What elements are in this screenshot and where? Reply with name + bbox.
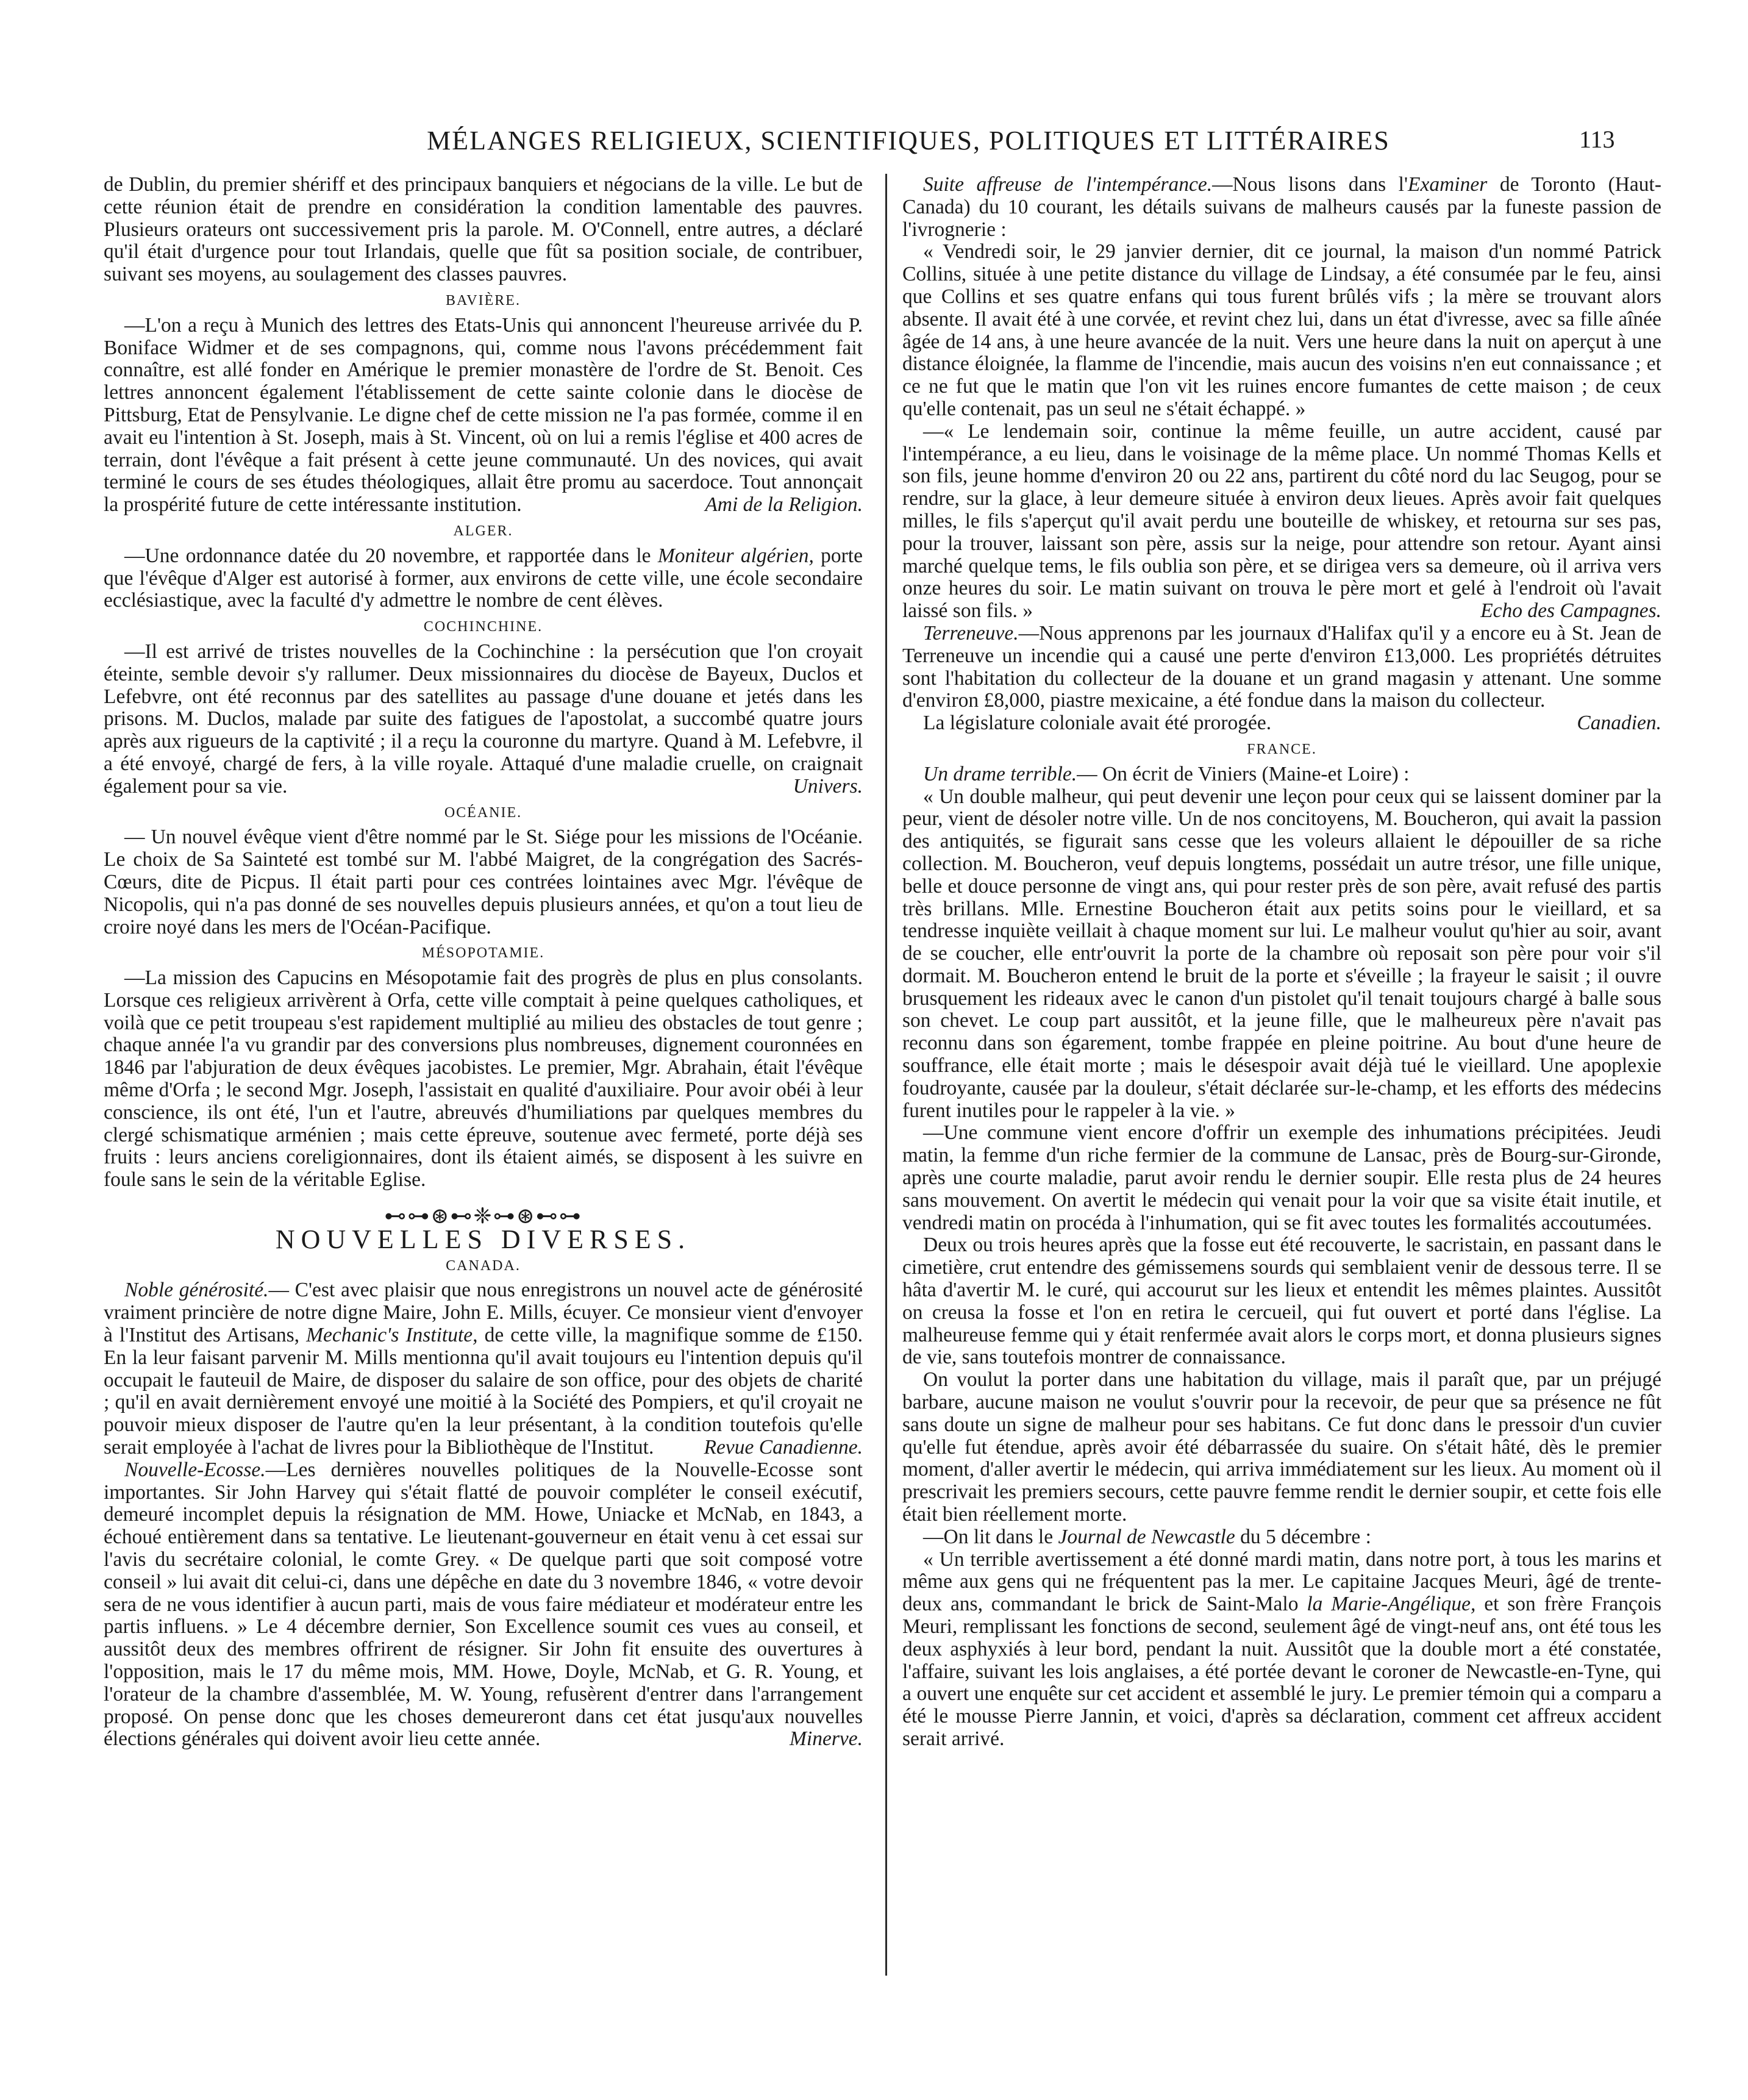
article-intemperance-text-end: de Toronto (Haut-Canada) du 10 courant, les détails suivans de malheurs causés par la funeste passion de l'ivrognerie : xyxy=(902,173,1662,241)
article-newcastle xyxy=(902,1526,1661,1549)
heading-alger: ALGER. xyxy=(453,523,513,539)
quote-meuri xyxy=(902,1549,1661,1751)
article-alger-text-end: porte que l'évêque d'Alger est autorisé à former, aux environs de cette ville, une école secondaire ecclésiastique, avec la faculté d'y admettre le nombre de cent élèves. xyxy=(104,544,863,612)
heading-baviere: BAVIÈRE. xyxy=(446,292,521,309)
source-minerve: Minerve. xyxy=(790,1727,863,1751)
article-canada-title: Noble générosité. xyxy=(124,1279,269,1302)
article-legislature-text: La législature coloniale avait été prorogée. xyxy=(923,712,1272,735)
ornament-divider: ⊷⊶⊛⊷❈⊶⊛⊷⊶ xyxy=(384,1204,582,1229)
article-drame-title: Un drame terrible. xyxy=(923,762,1077,785)
journal-newcastle-title: Journal de Newcastle xyxy=(1058,1525,1235,1548)
section-title-nouvelles: NOUVELLES DIVERSES. xyxy=(275,1224,691,1254)
running-title: MÉLANGES RELIGIEUX, SCIENTIFIQUES, POLITIQUES ET LITTÉRAIRES xyxy=(427,126,1390,155)
article-canada-text-end: de cette ville, la magnifique somme de £150. En la leur faisant parvenir M. Mills mentionna qu'il avait toujours eu l'intention depuis qu'il occupait le fauteuil de Maire, de disposer du salaire de son office, pour des objets de charité ; qu'il en avait dernièrement envoyé une moitié à la Société des Pompiers, et qu'il croyait ne pouvoir mieux disposer de l'autre qu'en la leur présentant, à la condition toutefois qu'elle serait employée à l'achat de livres pour la Bibliothèque de l'Institut. xyxy=(104,1324,863,1459)
quote-collins: « Vendredi soir, le 29 janvier dernier, dit ce journal, la maison d'un nommé Patrick Collins, située à une petite distance du village de Lindsay, a été consumée par le feu, ainsi que Collins et ses quatre enfans qui tous furent brûlés vifs ; la mère se trouvant alors absente. Il avait été à une corvée, et revint chez lui, dans un état d'ivresse, avec sa fille aînée âgée de 14 ans, à une heure avancée de la nuit. Vers une heure dans la nuit on aperçut à une distance éloignée, la flamme de l'incendie, mais aucun des voisins n'en eut connaissance ; et ce ne fut que le matin que l'on vit les ruines encore fumantes de cette maison ; de ceux qu'elle contenait, pas un seul ne s'était échappé. » xyxy=(902,240,1661,420)
heading-france: FRANCE. xyxy=(1247,741,1317,757)
article-legislature xyxy=(902,712,1661,735)
quote-meuri-text: « Un terrible avertissement a été donné mardi matin, dans notre port, à tous les marins et même aux gens qui ne fréquentent pas la mer. Le capitaine Jacques Meuri, âgé de trente-deux ans, commandant le brick de Saint-Malo xyxy=(902,1548,1661,1616)
quote-boucheron: « Un double malheur, qui peut devenir une leçon pour ceux qui se laissent dominer par la peur, vient de désoler notre ville. Un de nos concitoyens, M. Boucheron, qui avait la passion des antiquités, se figurait sans cesse que les voleurs allaient le dépouiller de sa riche collection. M. Boucheron, veuf depuis longtems, possédait un autre trésor, une fille unique, belle et douce personne de vingt ans, qui pour rester près de son père, avait refusé des partis très brillans. Mlle. Ernestine Boucheron était aux petits soins pour le vieillard, et sa tendresse inquiète veillait à chaque moment sur lui. Le malheur voulut qu'hier au soir, avant de se coucher, elle entr'ouvrit la porte de la chambre où reposait son père pour voir s'il dormait. M. Boucheron entend le bruit de la porte et s'éveille ; la frayeur le saisit ; il ouvre brusquement les rideaux avec le canon d'un pistolet qu'il tenait toujours chargé à balle sous son chevet. Le coup part aussitôt, et la jeune fille, que le malheureux père n'avait pas reconnu dans son égarement, tombe frappée en pleine poitrine. Au bout d'une heure de souffrance, elle était morte ; mais le désespoir avait déjà tué le vieillard. Une apoplexie foudroyante, causée par la douleur, s'était déclarée sur-le-champ, et les efforts des médecins furent inutiles pour le rappeler à la vie. » xyxy=(902,785,1661,1122)
article-intemperance-title: Suite affreuse de l'intempérance. xyxy=(923,173,1213,196)
article-nouvelle-ecosse xyxy=(104,1459,863,1751)
heading-mesopotamie: MÉSOPOTAMIE. xyxy=(421,945,545,962)
article-ecosse-text: —Les dernières nouvelles politiques de la Nouvelle-Ecosse sont importantes. Sir John Harvey qui s'était flatté de pouvoir compléter le conseil exécutif, demeuré incomplet depuis la résignation de MM. Howe, Uniacke et McNab, en 1843, a échoué entièrement dans sa tentative. Le lieutenant-gouverneur en était venu à cet essai sur l'avis du secrétaire colonial, le comte Grey. « De quelque parti que soit composé votre conseil » lui avait dit celui-ci, dans une dépêche en date du 3 novembre 1846, « votre devoir sera de ne vous identifier à aucun parti, mais de vous faire médiateur et modérateur entre les partis influens. » Le 4 décembre dernier, Son Excellence soumit ces vues au conseil, et aussitôt deux des membres offrirent de résigner. Sir John fit ensuite des ouvertures à l'opposition, mais le 17 du même mois, MM. Howe, Doyle, McNab, et G. R. Young, et l'orateur de la chambre d'assemblée, M. W. Young, refusèrent d'entrer dans l'arrangement proposé. On pense donc que les choses demeureront dans cet état jusqu'aux nouvelles élections générales qui doivent avoir lieu cette année. xyxy=(104,1458,863,1751)
source-univers: Univers. xyxy=(793,774,863,798)
article-baviere-text: —L'on a reçu à Munich des lettres des Etats-Unis qui annoncent l'heureuse arrivée du P. Boniface Widmer et de ses compagnons, qui, comme nous l'avons précédemment fait connaître, est allé fonder en Amérique le premier monastère de l'ordre de St. Benoit. Ces lettres annoncent également l'établissement de cette sainte colonie dans le diocèse de Pittsburg, Etat de Pensylvanie. Le digne chef de cette mission ne l'a pas formée, comme il en avait eu l'intention à St. Joseph, mais à St. Vincent, où on lui a remis l'église et 400 acres de terrain, dont l'évêque a fait présent à cette jeune communauté. Un des novices, qui avait terminé le cours de ses études théologiques, allait être promu au sacerdoce. Tout annonçait la prospérité future de cette intéressante institution. xyxy=(104,313,863,516)
heading-cochinchine: COCHINCHINE. xyxy=(423,619,543,635)
mechanics-institute: Mechanic's Institute, xyxy=(306,1324,478,1347)
article-cochinchine-text: —Il est arrivé de tristes nouvelles de la Cochinchine : la persécution que l'on croyait éteinte, semble devoir s'y rallumer. Deux missionnaires du diocèse de Bayeux, Duclos et Lefebvre, ont été reconnus par des satellites au passage d'une douane et jetés dans les prisons. M. Duclos, malade par suite des fatigues de l'apostolat, a succombé quatre jours après aux rigueurs de la captivité ; il a reçu la couronne du martyre. Quand à M. Lefebvre, il a été envoyé, chargé de fers, à la ville royale. Attaqué d'une maladie cruelle, on craignait également pour sa vie. xyxy=(104,640,863,798)
quote-meuri-text-end: et son frère François Meuri, remplissant les fonctions de second, seulement âgé de vingt-neuf ans, ont été tous les deux asphyxiés à leur bord, pendant la nuit. Aussitôt que la double mort a été constatée, l'affaire, suivant les lois anglaises, a été portée devant le coroner de Newcastle-en-Tyne, qui a ouvert une enquête sur cet accident et assemblé le jury. Le premier témoin qui a comparu a été le mousse Pierre Jannin, et voici, d'après sa déclaration, comment cet affreux accident serait arrivé. xyxy=(902,1593,1662,1750)
article-canada xyxy=(104,1279,863,1459)
article-pressoir: On voulut la porter dans une habitation du village, mais il paraît que, par un préjugé barbare, aucune maison ne voulut s'ouvrir pour la recevoir, de peur que sa présence ne fût sans doute un signe de malheur pour ses habitans. Ce fut donc dans le pressoir d'un cuvier qu'elle fut étendue, après avoir été débarrassée du suaire. On s'était hâté, dès le premier moment, d'aller avertir le médecin, qui arriva immédiatement sur les lieux. Au moment où il prescrivait les premiers secours, cette pauvre femme rendit le dernier soupir, et cette fois elle était bien réellement morte. xyxy=(902,1368,1661,1526)
article-newcastle-text-end: du 5 décembre : xyxy=(1235,1525,1371,1548)
article-mesopotamie: —La mission des Capucins en Mésopotamie fait des progrès de plus en plus consolants. Lorsque ces religieux arrivèrent à Orfa, cette ville comptait à peine quelques catholiques, et voilà que ce petit troupeau s'est rapidement multiplié au milieu des obstacles de tout genre ; chaque année l'a vu grandir par des conversions plus nombreuses, dignement couronnées en 1846 par l'abjuration de deux évêques jacobistes. Le premier, Mgr. Abrahain, était l'évêque même d'Orfa ; le second Mgr. Joseph, l'assistait en qualité d'auxiliaire. Pour avoir obéi à leur conscience, ils ont été, l'un et l'autre, abreuvés d'humiliations par quelques membres du clergé schismatique arménien ; mais cette épreuve, soutenue avec fermeté, porte déjà ses fruits : leurs anciens coreligionnaires, dont ils étaient aimés, se disposent à les suivre en foule sans le sein de la véritable Eglise. xyxy=(104,966,863,1191)
heading-oceanie: OCÉANIE. xyxy=(444,804,523,821)
source-revue-canadienne: Revue Canadienne. xyxy=(704,1436,863,1459)
article-drame-text: — On écrit de Viniers (Maine-et Loire) : xyxy=(1077,762,1410,785)
article-intemperance xyxy=(902,174,1661,241)
article-terreneuve xyxy=(902,623,1661,712)
moniteur-title: Moniteur algérien, xyxy=(657,544,814,567)
source-ami-religion: Ami de la Religion. xyxy=(705,493,863,516)
examiner-title: Examiner xyxy=(1408,173,1488,196)
article-terreneuve-title: Terreneuve. xyxy=(923,621,1019,645)
article-drame xyxy=(902,763,1661,786)
article-alger-text: —Une ordonnance datée du 20 novembre, et rapportée dans le xyxy=(124,544,658,567)
left-column xyxy=(104,174,863,1751)
article-newcastle-text: —On lit dans le xyxy=(923,1525,1058,1548)
quote-kells xyxy=(902,421,1661,623)
article-ecosse-title: Nouvelle-Ecosse. xyxy=(124,1458,266,1481)
article-terreneuve-text: —Nous apprenons par les journaux d'Halifax qu'il y a encore eu à St. Jean de Terreneuve un incendie qui a causé une perte d'environ £13,000. Les propriétés détruites sont l'habitation du collecteur de la douane et un grand magasin y attenant. Une somme d'environ £8,000, piastre mexicaine, a été fondue dans la maison du collecteur. xyxy=(902,621,1661,712)
article-cochinchine xyxy=(104,641,863,798)
heading-canada: CANADA. xyxy=(446,1257,521,1274)
article-lansac: —Une commune vient encore d'offrir un exemple des inhumations précipitées. Jeudi matin, la femme d'un riche fermier de la commune de Lansac, près de Bourg-sur-Gironde, après une courte maladie, parut avoir rendu le dernier soupir. Elle resta plus de 24 heures sans mouvement. On avertit le médecin qui venait pour la voir que sa visite était inutile, et vendredi matin on procéda à l'inhumation, qui se fit avec toutes les formalités accoutumées. xyxy=(902,1121,1661,1234)
article-alger xyxy=(104,545,863,612)
source-canadien: Canadien. xyxy=(1577,712,1661,735)
right-column xyxy=(902,174,1661,1751)
article-baviere xyxy=(104,315,863,516)
column-rule xyxy=(885,174,887,1976)
source-echo-campagnes: Echo des Campagnes. xyxy=(1480,599,1661,623)
brick-name: la Marie-Angélique, xyxy=(1307,1593,1476,1616)
quote-kells-text: —« Le lendemain soir, continue la même feuille, un autre accident, causé par l'intempérance, a eu lieu, dans le voisinage de la même place. Un nommé Thomas Kells et son fils, jeune homme d'environ 20 ou 22 ans, partirent du côté nord du lac Seugog, pour se rendre, sur la glace, à leur demeure située à environ deux lieues. Après avoir fait quelques milles, le fils s'aperçut qu'il avait perdu une bouteille de whiskey, et retourna sur ses pas, pour la trouver, laissant son père, assis sur la neige, pour attendre son retour. Ayant ainsi marché quelque tems, le fils oublia son père, et se dirigea vers sa demeure, où il arriva vers onze heures du soir. Le matin suivant on trouva le père mort et gelé à l'endroit où l'avait laissé son fils. » xyxy=(902,420,1661,623)
article-intemperance-text: —Nous lisons dans l' xyxy=(1212,173,1408,196)
article-oceanie: — Un nouvel évêque vient d'être nommé par le St. Siége pour les missions de l'Océanie. Le choix de Sa Sainteté est tombé sur M. l'abbé Maigret, de la congrégation des Sacrés-Cœurs, dite de Picpus. Il était parti pour ces contrées lointaines avec Mgr. l'évêque de Nicopolis, qui n'a pas donné de ses nouvelles depuis plusieurs années, et qu'on a tout lieu de croire noyé dans les mers de l'Océan-Pacifique. xyxy=(104,826,863,938)
article-dublin: de Dublin, du premier shériff et des principaux banquiers et négocians de la ville. Le but de cette réunion était de prendre en considération la condition lamentable des pauvres. Plusieurs orateurs ont successivement pris la parole. M. O'Connell, entre autres, a déclaré qu'il était d'urgence pour tout Irlandais, quelle que fût sa position sociale, de contribuer, suivant ses moyens, au soulagement des classes pauvres. xyxy=(104,173,863,286)
page-number: 113 xyxy=(1579,126,1615,153)
article-canada-text: — C'est avec plaisir que nous enregistrons un nouvel acte de générosité vraiment princière de notre digne Maire, John E. Mills, écuyer. Ce monsieur vient d'envoyer à l'Institut des Artisans, xyxy=(104,1279,863,1347)
article-cimetiere: Deux ou trois heures après que la fosse eut été recouverte, le sacristain, en passant dans le cimetière, crut entendre des gémissemens sourds qui semblaient venir de dessous terre. Il se hâta d'avertir M. le curé, qui accourut sur les lieux et entendit les mêmes plaintes. Aussitôt on creusa la fosse et l'on en retira le cercueil, qui fut ouvert et porté dans l'église. La malheureuse femme qui y était renfermée avait alors le corps mort, et donna plusieurs signes de vie, sans toutefois montrer de connaissance. xyxy=(902,1234,1661,1369)
